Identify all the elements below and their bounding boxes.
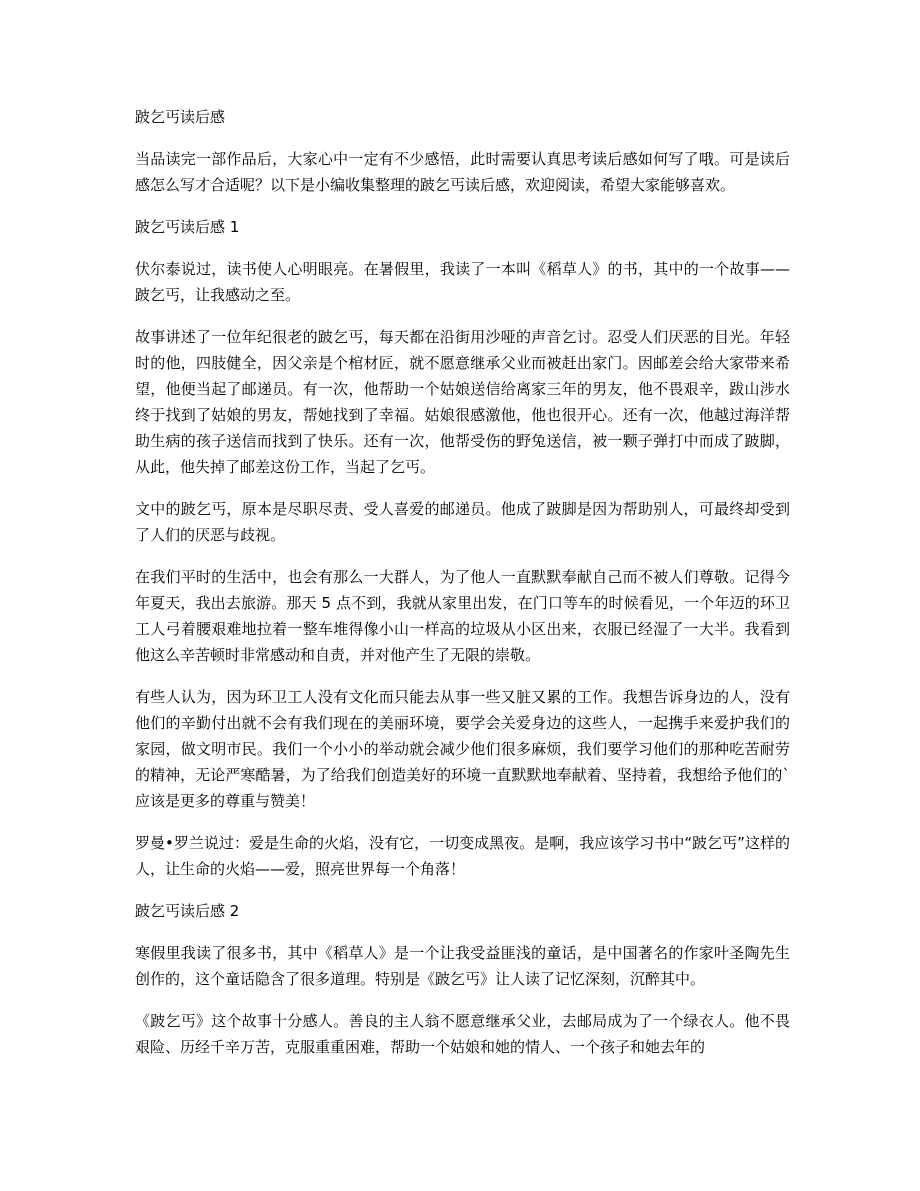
section-2-paragraph-2: 《跛乞丐》这个故事十分感人。善良的主人翁不愿意继承父业，去邮局成为了一个绿衣人。他不畏艰险、历经千辛万苦，克服重重困难，帮助一个姑娘和她的情人、一个孩子和她去年的 xyxy=(135,1012,790,1056)
document-title: 跛乞丐读后感 xyxy=(135,108,226,126)
section-1-paragraph-1: 伏尔泰说过，读书使人心明眼亮。在暑假里，我读了一本叫《稻草人》的书，其中的一个故事——跛乞丐，让我感动之至。 xyxy=(135,260,790,304)
section-2-heading: 跛乞丐读后感 2 xyxy=(135,902,240,920)
section-1-paragraph-6: 罗曼•罗兰说过：爱是生命的火焰，没有它，一切变成黑夜。是啊，我应该学习书中“跛乞丐”这样的人，让生命的火焰——爱，照亮世界每一个角落！ xyxy=(135,834,790,878)
section-1-paragraph-4: 在我们平时的生活中，也会有那么一大群人，为了他人一直默默奉献自己而不被人们尊敬。记得今年夏天，我出去旅游。那天 5 点不到，我就从家里出发，在门口等车的时候看见，一个年迈的环卫工人弓着腰艰难地拉着一整车堆得像小山一样高的垃圾从小区出来，衣服已经湿了一大半。我看到他这么辛苦顿时非常感动和自责，并对他产生了无限的崇敬。 xyxy=(135,568,790,664)
document-page xyxy=(135,104,790,1076)
section-1-paragraph-3: 文中的跛乞丐，原本是尽职尽责、受人喜爱的邮递员。他成了跛脚是因为帮助别人，可最终却受到了人们的厌恶与歧视。 xyxy=(135,500,790,544)
section-1-paragraph-2: 故事讲述了一位年纪很老的跛乞丐，每天都在沿街用沙哑的声音乞讨。忍受人们厌恶的目光。年轻时的他，四肢健全，因父亲是个棺材匠，就不愿意继承父业而被赶出家门。因邮差会给大家带来希望，他便当起了邮递员。有一次，他帮助一个姑娘送信给离家三年的男友，他不畏艰辛，跋山涉水终于找到了姑娘的男友，帮她找到了幸福。姑娘很感激他，他也很开心。还有一次，他越过海洋帮助生病的孩子送信而找到了快乐。还有一次，他帮受伤的野兔送信，被一颗子弹打中而成了跛脚，从此，他失掉了邮差这份工作，当起了乞丐。 xyxy=(135,328,790,476)
intro-paragraph: 当品读完一部作品后，大家心中一定有不少感悟，此时需要认真思考读后感如何写了哦。可是读后感怎么写才合适呢？以下是小编收集整理的跛乞丐读后感，欢迎阅读，希望大家能够喜欢。 xyxy=(135,150,790,194)
section-1-heading: 跛乞丐读后感 1 xyxy=(135,218,240,236)
section-2-paragraph-1: 寒假里我读了很多书，其中《稻草人》是一个让我受益匪浅的童话，是中国著名的作家叶圣陶先生创作的，这个童话隐含了很多道理。特别是《跛乞丐》让人读了记忆深刻，沉醉其中。 xyxy=(135,944,790,988)
section-1-paragraph-5: 有些人认为，因为环卫工人没有文化而只能去从事一些又脏又累的工作。我想告诉身边的人，没有他们的辛勤付出就不会有我们现在的美丽环境，要学会关爱身边的这些人，一起携手来爱护我们的家园，做文明市民。我们一个小小的举动就会减少他们很多麻烦，我们要学习他们的那种吃苦耐劳的精神，无论严寒酷暑，为了给我们创造美好的环境一直默默地奉献着、坚持着，我想给予他们的`应该是更多的尊重与赞美！ xyxy=(135,688,790,810)
